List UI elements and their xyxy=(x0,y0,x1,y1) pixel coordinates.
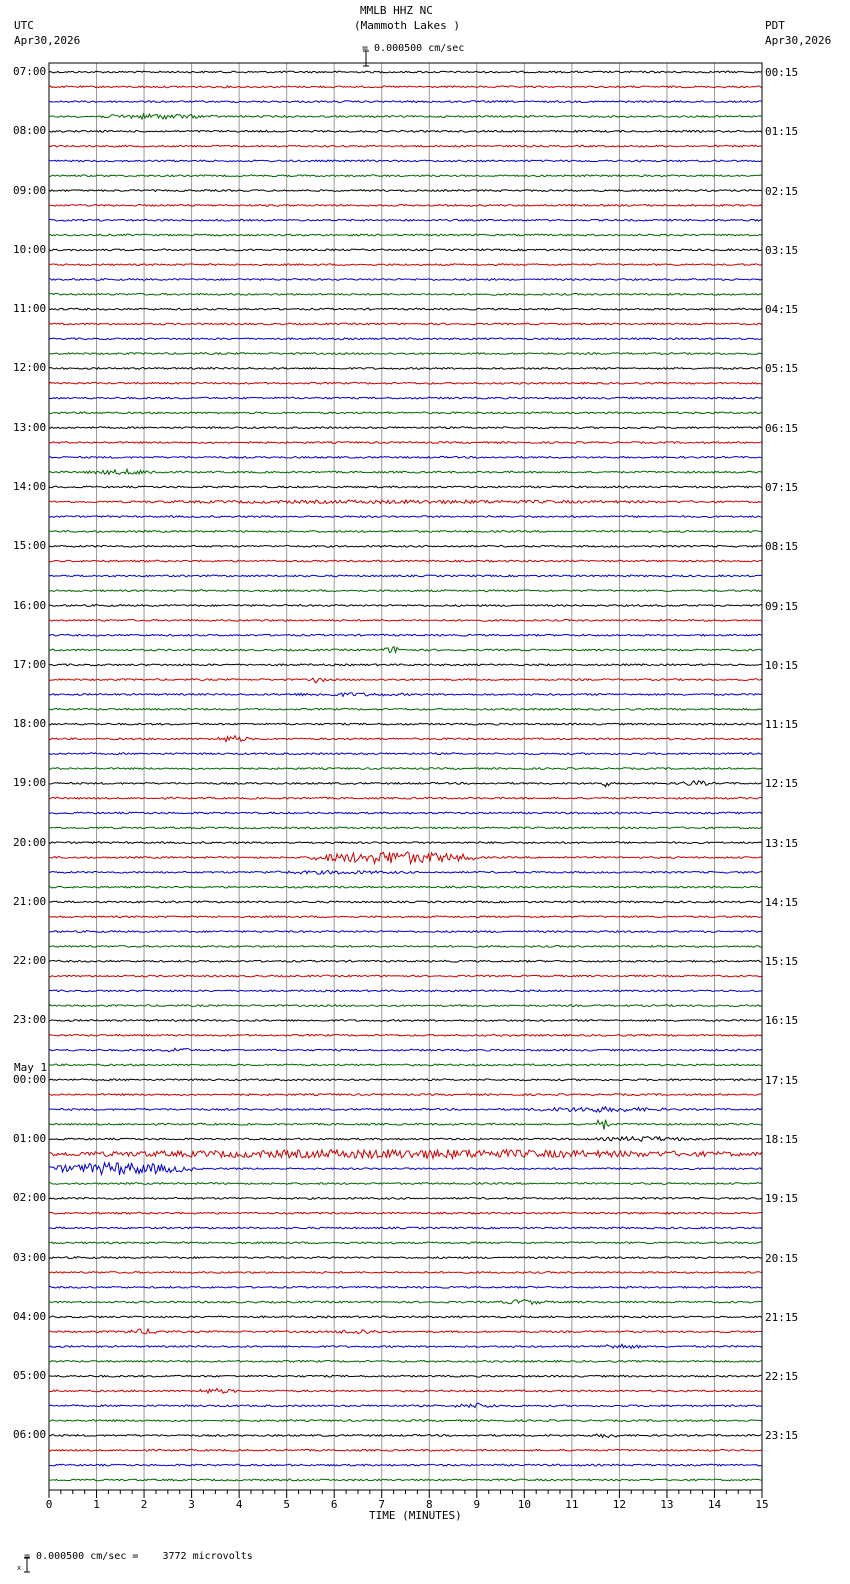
trace-82 xyxy=(49,1286,762,1288)
trace-64 xyxy=(49,1020,762,1022)
trace-25 xyxy=(49,442,762,444)
x-tick-label: 15 xyxy=(755,1498,769,1511)
x-tick-label: 12 xyxy=(612,1498,627,1511)
trace-53 xyxy=(49,852,762,864)
trace-73 xyxy=(49,1149,762,1158)
trace-56 xyxy=(49,901,762,903)
pdt-hour-label: 00:15 xyxy=(765,66,799,79)
trace-29 xyxy=(49,500,762,504)
pdt-hour-label: 14:15 xyxy=(765,895,799,909)
pdt-hour-label: 02:15 xyxy=(765,184,799,198)
trace-15 xyxy=(49,293,762,295)
utc-hour-label: 00:00 xyxy=(13,1072,47,1086)
x-tick-label: 2 xyxy=(140,1498,148,1511)
trace-49 xyxy=(49,797,762,799)
x-tick-label: 4 xyxy=(235,1498,243,1511)
x-tick-label: 11 xyxy=(565,1498,579,1511)
trace-74 xyxy=(49,1163,762,1175)
x-tick-label: 5 xyxy=(283,1498,290,1511)
x-tick-label: 0 xyxy=(45,1498,53,1511)
left-date: Apr30,2026 xyxy=(14,34,81,47)
pdt-hour-label: 16:15 xyxy=(765,1014,799,1028)
trace-72 xyxy=(49,1137,762,1142)
pdt-hour-label: 04:15 xyxy=(765,303,799,317)
pdt-hour-label: 21:15 xyxy=(765,1310,799,1324)
trace-71 xyxy=(49,1120,762,1130)
x-tick-label: 3 xyxy=(188,1498,195,1511)
trace-80 xyxy=(49,1257,762,1259)
trace-4 xyxy=(49,130,762,132)
trace-9 xyxy=(49,205,762,207)
pdt-hour-label: 08:15 xyxy=(765,540,799,554)
trace-59 xyxy=(49,946,762,948)
trace-83 xyxy=(49,1300,762,1305)
utc-hour-label: 22:00 xyxy=(13,954,47,968)
trace-35 xyxy=(49,590,762,592)
pdt-hour-label: 17:15 xyxy=(765,1073,799,1087)
trace-78 xyxy=(49,1227,762,1229)
trace-60 xyxy=(49,960,762,962)
trace-81 xyxy=(49,1272,762,1274)
trace-86 xyxy=(49,1344,762,1348)
trace-2 xyxy=(49,101,762,103)
trace-36 xyxy=(49,605,762,607)
trace-8 xyxy=(49,190,762,192)
traces xyxy=(49,71,762,1481)
trace-12 xyxy=(49,249,762,251)
trace-27 xyxy=(49,469,762,474)
trace-11 xyxy=(49,234,762,236)
left-timezone: UTC xyxy=(14,19,34,32)
pdt-hour-label: 12:15 xyxy=(765,777,799,791)
pdt-hour-label: 13:15 xyxy=(765,836,799,850)
utc-hour-label: 05:00 xyxy=(13,1369,47,1383)
x-tick-label: 1 xyxy=(93,1498,100,1511)
pdt-hour-label: 20:15 xyxy=(765,1251,799,1265)
trace-45 xyxy=(49,736,762,742)
utc-hour-label: 08:00 xyxy=(13,124,47,138)
right-date: Apr30,2026 xyxy=(765,34,832,47)
utc-hour-label: 15:00 xyxy=(13,539,47,553)
trace-19 xyxy=(49,353,762,355)
trace-93 xyxy=(49,1449,762,1451)
utc-hour-label: 19:00 xyxy=(13,776,47,790)
trace-76 xyxy=(49,1197,762,1199)
pdt-hour-label: 10:15 xyxy=(765,658,799,672)
trace-70 xyxy=(49,1107,762,1112)
scale-text: = 0.000500 cm/sec xyxy=(362,43,465,54)
trace-47 xyxy=(49,768,762,770)
utc-hour-label: 10:00 xyxy=(13,242,47,256)
x-tick-label: 14 xyxy=(707,1498,722,1511)
trace-0 xyxy=(49,71,762,73)
trace-51 xyxy=(49,827,762,829)
trace-63 xyxy=(49,1005,762,1007)
utc-hour-label: 12:00 xyxy=(13,361,47,375)
trace-5 xyxy=(49,145,762,147)
trace-75 xyxy=(49,1183,762,1185)
footer-calibration: = 0.000500 cm/sec = 3772 microvolts xyxy=(24,1551,253,1562)
pdt-hour-label: 07:15 xyxy=(765,480,799,494)
trace-30 xyxy=(49,516,762,518)
trace-17 xyxy=(49,323,762,325)
trace-88 xyxy=(49,1375,762,1377)
x-tick-label: 6 xyxy=(330,1498,338,1511)
trace-50 xyxy=(49,812,762,814)
trace-23 xyxy=(49,412,762,414)
utc-hour-label: 06:00 xyxy=(13,1428,47,1442)
station-title: MMLB HHZ NC xyxy=(360,4,433,17)
trace-39 xyxy=(49,647,762,653)
utc-hour-label: 09:00 xyxy=(13,183,47,197)
right-timezone: PDT xyxy=(765,19,785,32)
trace-7 xyxy=(49,175,762,177)
x-tick-label: 10 xyxy=(517,1498,531,1511)
trace-54 xyxy=(49,870,762,874)
trace-84 xyxy=(49,1316,762,1318)
trace-24 xyxy=(49,427,762,429)
x-tick-label: 7 xyxy=(378,1498,386,1511)
pdt-hour-label: 15:15 xyxy=(765,955,799,969)
trace-46 xyxy=(49,753,762,755)
pdt-hour-label: 01:15 xyxy=(765,125,799,139)
location-title: (Mammoth Lakes ) xyxy=(354,19,460,32)
trace-65 xyxy=(49,1034,762,1036)
trace-34 xyxy=(49,575,762,577)
trace-55 xyxy=(49,886,762,888)
pdt-hour-label: 19:15 xyxy=(765,1192,799,1206)
trace-69 xyxy=(49,1094,762,1096)
trace-94 xyxy=(49,1464,762,1466)
trace-61 xyxy=(49,975,762,977)
trace-31 xyxy=(49,531,762,533)
x-tick-label: 8 xyxy=(425,1498,433,1511)
utc-hour-label: 11:00 xyxy=(13,302,47,316)
utc-hour-label: 18:00 xyxy=(13,717,47,731)
trace-68 xyxy=(49,1079,762,1081)
pdt-hour-label: 22:15 xyxy=(765,1370,799,1384)
trace-87 xyxy=(49,1360,762,1362)
trace-77 xyxy=(49,1212,762,1214)
x-axis xyxy=(46,1490,769,1511)
trace-14 xyxy=(49,279,762,281)
pdt-hour-label: 03:15 xyxy=(765,243,799,257)
trace-3 xyxy=(49,114,762,119)
trace-85 xyxy=(49,1329,762,1334)
utc-hour-label: 21:00 xyxy=(13,894,47,908)
pdt-hour-label: 23:15 xyxy=(765,1429,799,1443)
date-change-label: May 1 xyxy=(14,1061,48,1074)
trace-41 xyxy=(49,678,762,683)
utc-hour-label: 16:00 xyxy=(13,598,47,612)
trace-22 xyxy=(49,397,762,399)
pdt-hour-label: 05:15 xyxy=(765,362,799,376)
pdt-hour-label: 18:15 xyxy=(765,1133,799,1147)
utc-hour-label: 17:00 xyxy=(13,657,47,671)
utc-hour-label: 13:00 xyxy=(13,420,47,434)
utc-hour-label: 20:00 xyxy=(13,835,47,849)
utc-hour-label: 03:00 xyxy=(13,1250,47,1264)
utc-hour-label: 04:00 xyxy=(13,1309,47,1323)
trace-1 xyxy=(49,86,762,88)
utc-hour-label: 07:00 xyxy=(13,65,47,78)
trace-18 xyxy=(49,338,762,340)
trace-44 xyxy=(49,723,762,725)
x-axis-label: TIME (MINUTES) xyxy=(369,1509,462,1522)
trace-16 xyxy=(49,308,762,310)
x-tick-label: 9 xyxy=(473,1498,481,1511)
trace-52 xyxy=(49,842,762,844)
trace-38 xyxy=(49,634,762,636)
trace-91 xyxy=(49,1420,762,1422)
utc-hour-label: 14:00 xyxy=(13,479,47,493)
trace-33 xyxy=(49,560,762,562)
trace-20 xyxy=(49,368,762,370)
trace-79 xyxy=(49,1242,762,1244)
trace-89 xyxy=(49,1388,762,1393)
x-tick-label: 13 xyxy=(660,1498,674,1511)
trace-92 xyxy=(49,1434,762,1438)
trace-95 xyxy=(49,1479,762,1481)
grid xyxy=(49,63,762,1490)
trace-42 xyxy=(49,693,762,697)
trace-48 xyxy=(49,781,762,787)
trace-6 xyxy=(49,160,762,162)
trace-26 xyxy=(49,456,762,458)
pdt-hour-label: 09:15 xyxy=(765,599,799,613)
trace-90 xyxy=(49,1403,762,1407)
trace-43 xyxy=(49,708,762,710)
pdt-hour-label: 11:15 xyxy=(765,718,799,732)
trace-13 xyxy=(49,264,762,266)
trace-67 xyxy=(49,1064,762,1066)
trace-62 xyxy=(49,990,762,992)
utc-hour-label: 02:00 xyxy=(13,1191,47,1205)
plot-frame xyxy=(49,63,762,1490)
trace-66 xyxy=(49,1048,762,1052)
trace-21 xyxy=(49,382,762,384)
pdt-hour-label: 06:15 xyxy=(765,421,799,435)
trace-37 xyxy=(49,619,762,621)
trace-28 xyxy=(49,486,762,488)
trace-10 xyxy=(49,219,762,221)
svg-text:x: x xyxy=(17,1564,22,1572)
trace-57 xyxy=(49,916,762,918)
trace-58 xyxy=(49,931,762,933)
trace-40 xyxy=(49,664,762,666)
utc-hour-label: 23:00 xyxy=(13,1013,47,1027)
trace-32 xyxy=(49,545,762,547)
utc-hour-label: 01:00 xyxy=(13,1132,47,1146)
